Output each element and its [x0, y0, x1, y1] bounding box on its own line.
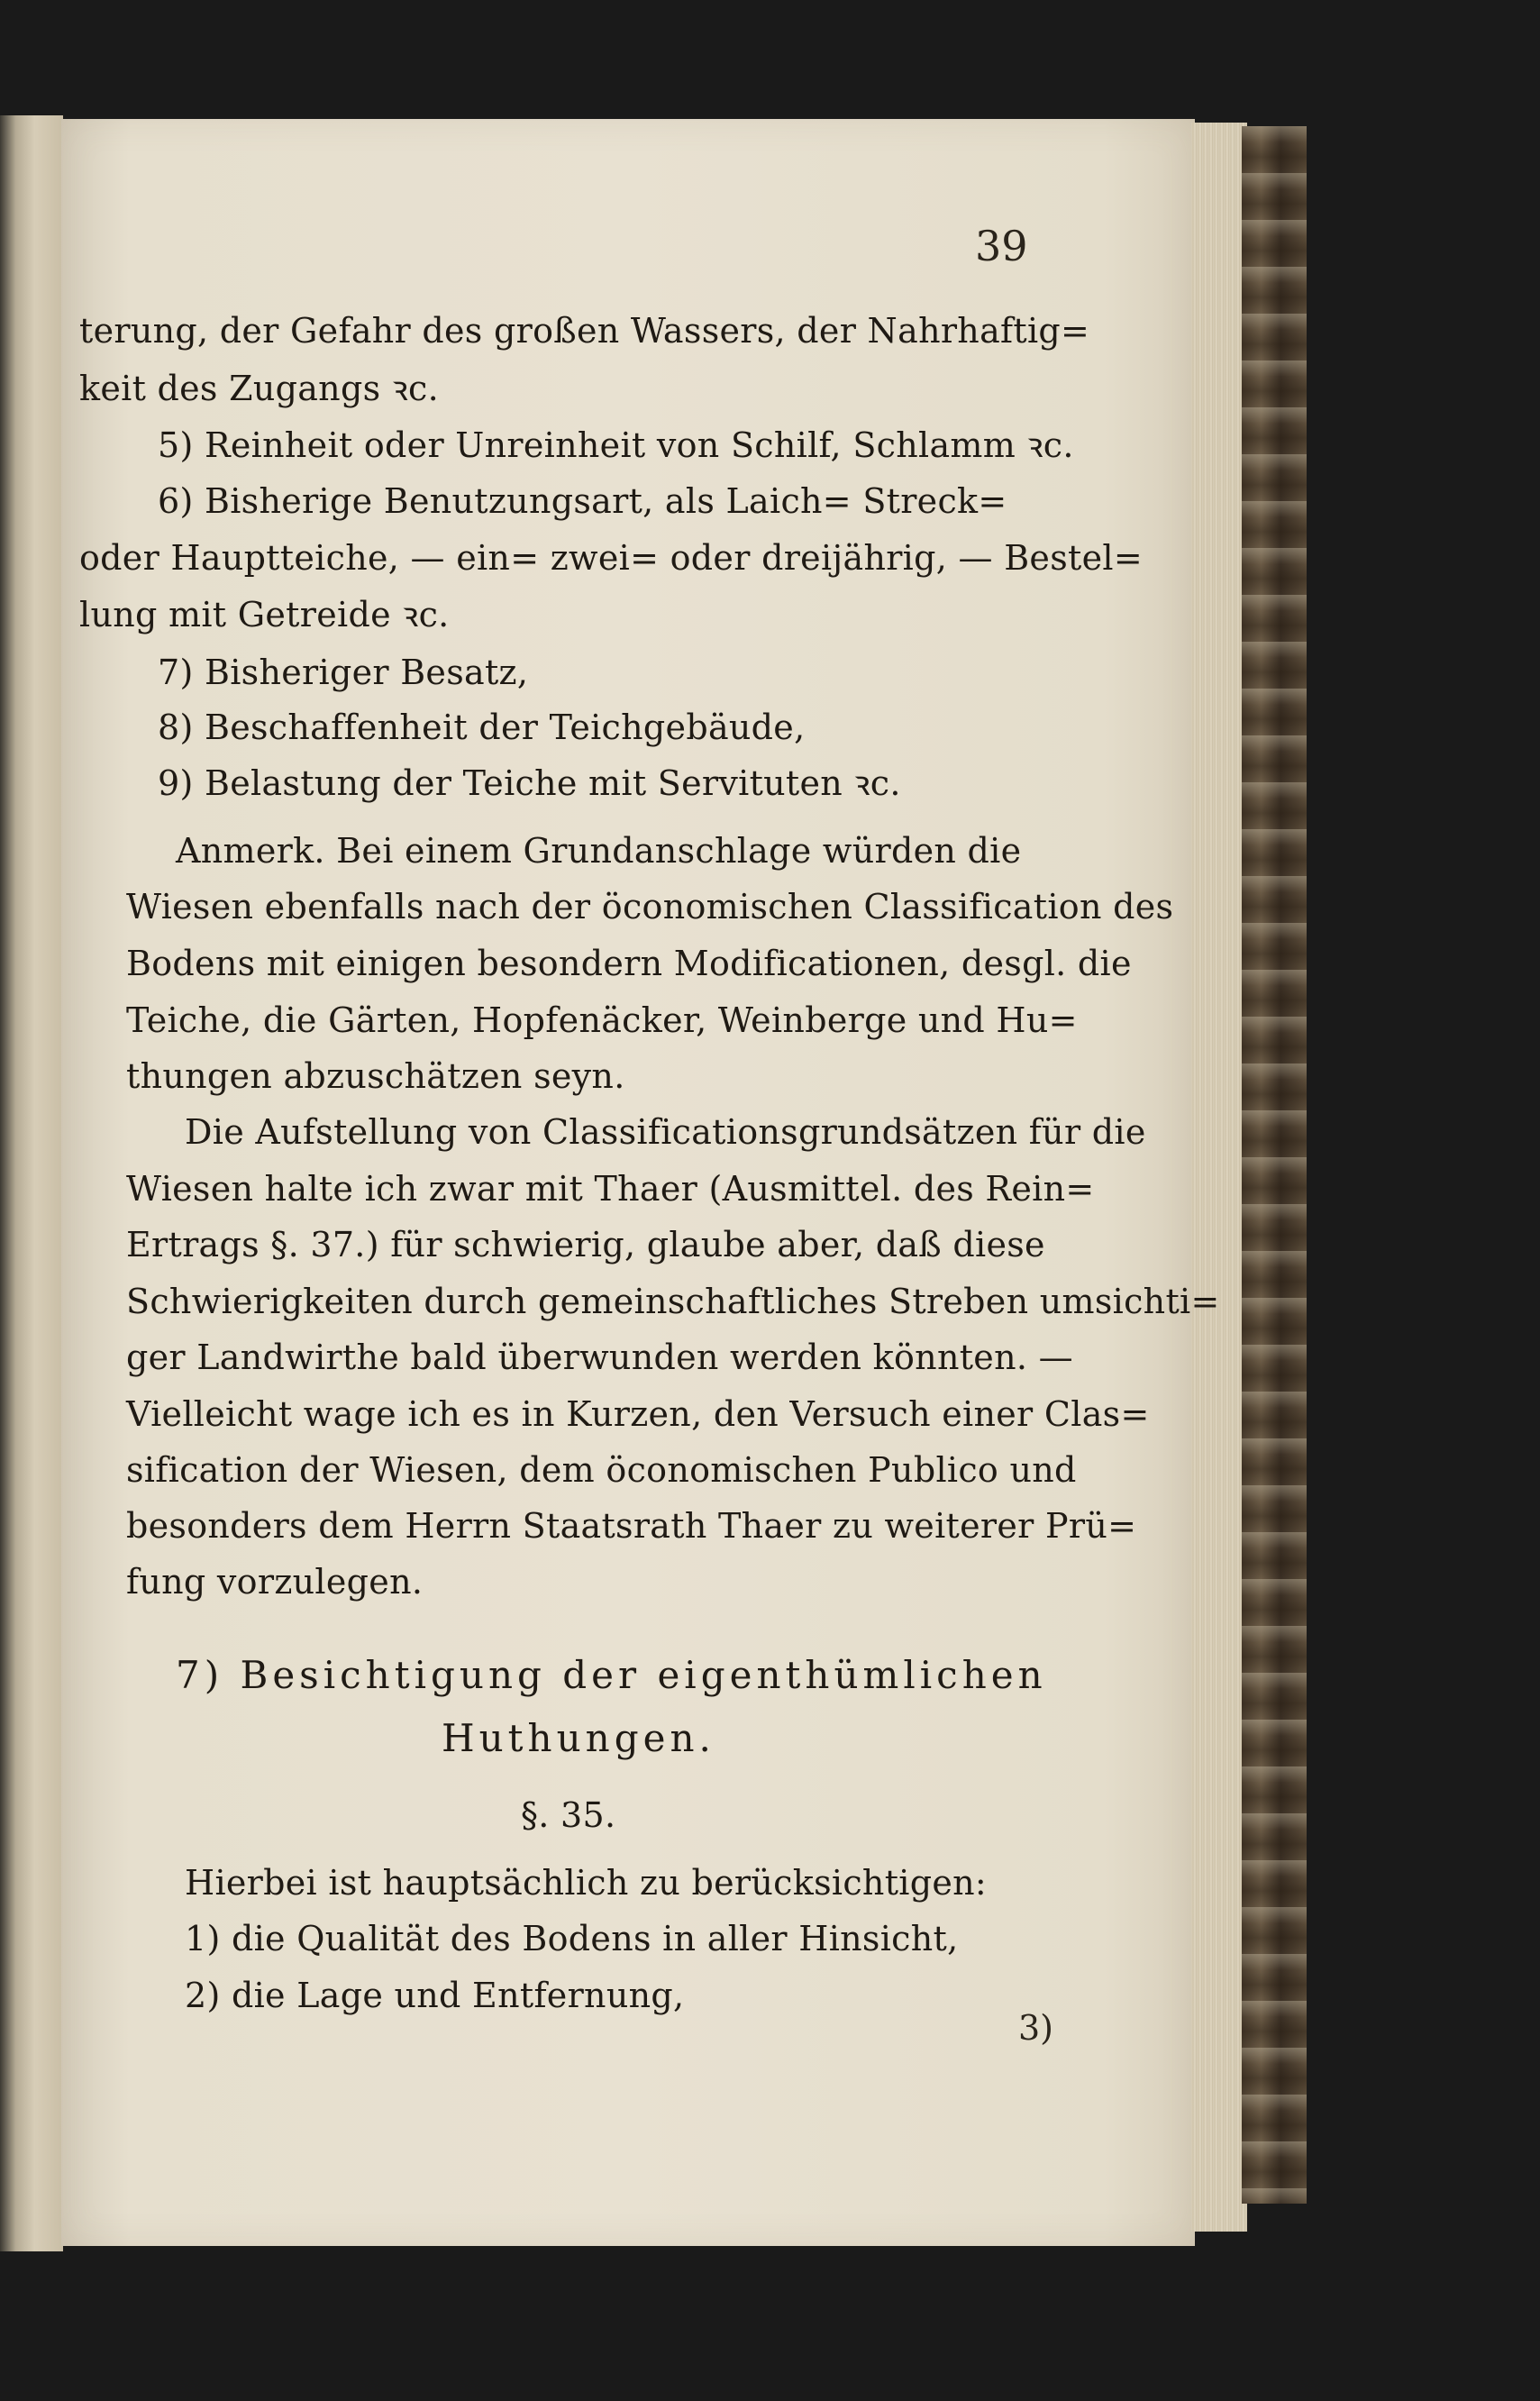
text-line: lung mit Getreide ꝛc.: [79, 595, 450, 634]
text-line: Wiesen halte ich zwar mit Thaer (Ausmittel. des Rein=: [126, 1169, 1095, 1209]
text-line: fung vorzulegen.: [126, 1562, 424, 1602]
text-line: terung, der Gefahr des großen Wassers, der Nahrhaftig=: [79, 311, 1090, 351]
text-line: Bodens mit einigen besondern Modificationen, desgl. die: [126, 944, 1132, 983]
book-cover-board: [1242, 126, 1307, 2204]
text-line: Die Aufstellung von Classificationsgrundsätzen für die: [185, 1112, 1146, 1152]
text-line: Schwierigkeiten durch gemeinschaftliches Streben umsichti=: [126, 1282, 1220, 1321]
text-line: oder Hauptteiche, — ein= zwei= oder dreijährig, — Bestel=: [79, 538, 1143, 578]
text-line: Ertrags §. 37.) für schwierig, glaube aber, daß diese: [126, 1225, 1045, 1264]
text-line: Vielleicht wage ich es in Kurzen, den Versuch einer Clas=: [126, 1394, 1150, 1434]
text-line: 1) die Qualität des Bodens in aller Hinsicht,: [185, 1919, 959, 1958]
text-line: sification der Wiesen, dem öconomischen Publico und: [126, 1450, 1077, 1490]
text-line: 2) die Lage und Entfernung,: [185, 1976, 685, 2015]
text-line: thungen abzuschätzen seyn.: [126, 1056, 625, 1096]
text-line: 5) Reinheit oder Unreinheit von Schilf, Schlamm ꝛc.: [158, 425, 1074, 465]
text-line: besonders dem Herrn Staatsrath Thaer zu weiterer Prü=: [126, 1506, 1137, 1546]
text-line: 6) Bisherige Benutzungsart, als Laich= Streck=: [158, 481, 1007, 521]
text-line: Teiche, die Gärten, Hopfenäcker, Weinberge und Hu=: [126, 1000, 1078, 1040]
text-line: Wiesen ebenfalls nach der öconomischen Classification des: [126, 887, 1174, 927]
text-line: 8) Beschaffenheit der Teichgebäude,: [158, 708, 806, 747]
text-line: 9) Belastung der Teiche mit Servituten ꝛc.: [158, 763, 901, 803]
text-line: keit des Zugangs ꝛc.: [79, 369, 440, 408]
text-line: ger Landwirthe bald überwunden werden könnten. —: [126, 1337, 1073, 1377]
text-line: Hierbei ist hauptsächlich zu berücksichtigen:: [185, 1863, 988, 1903]
text-line: 7) Bisheriger Besatz,: [158, 653, 529, 692]
section-heading: Huthungen.: [442, 1716, 715, 1760]
left-page-edge: [0, 115, 63, 2251]
text-line: Anmerk. Bei einem Grundanschlage würden die: [176, 831, 1022, 871]
section-heading: 7) Besichtigung der eigenthümlichen: [176, 1653, 1047, 1697]
page-stack-edge: [1191, 123, 1247, 2232]
catchword: 3): [1018, 2008, 1054, 2048]
paragraph-number: §. 35.: [521, 1795, 616, 1835]
page-number: 39: [975, 222, 1028, 270]
